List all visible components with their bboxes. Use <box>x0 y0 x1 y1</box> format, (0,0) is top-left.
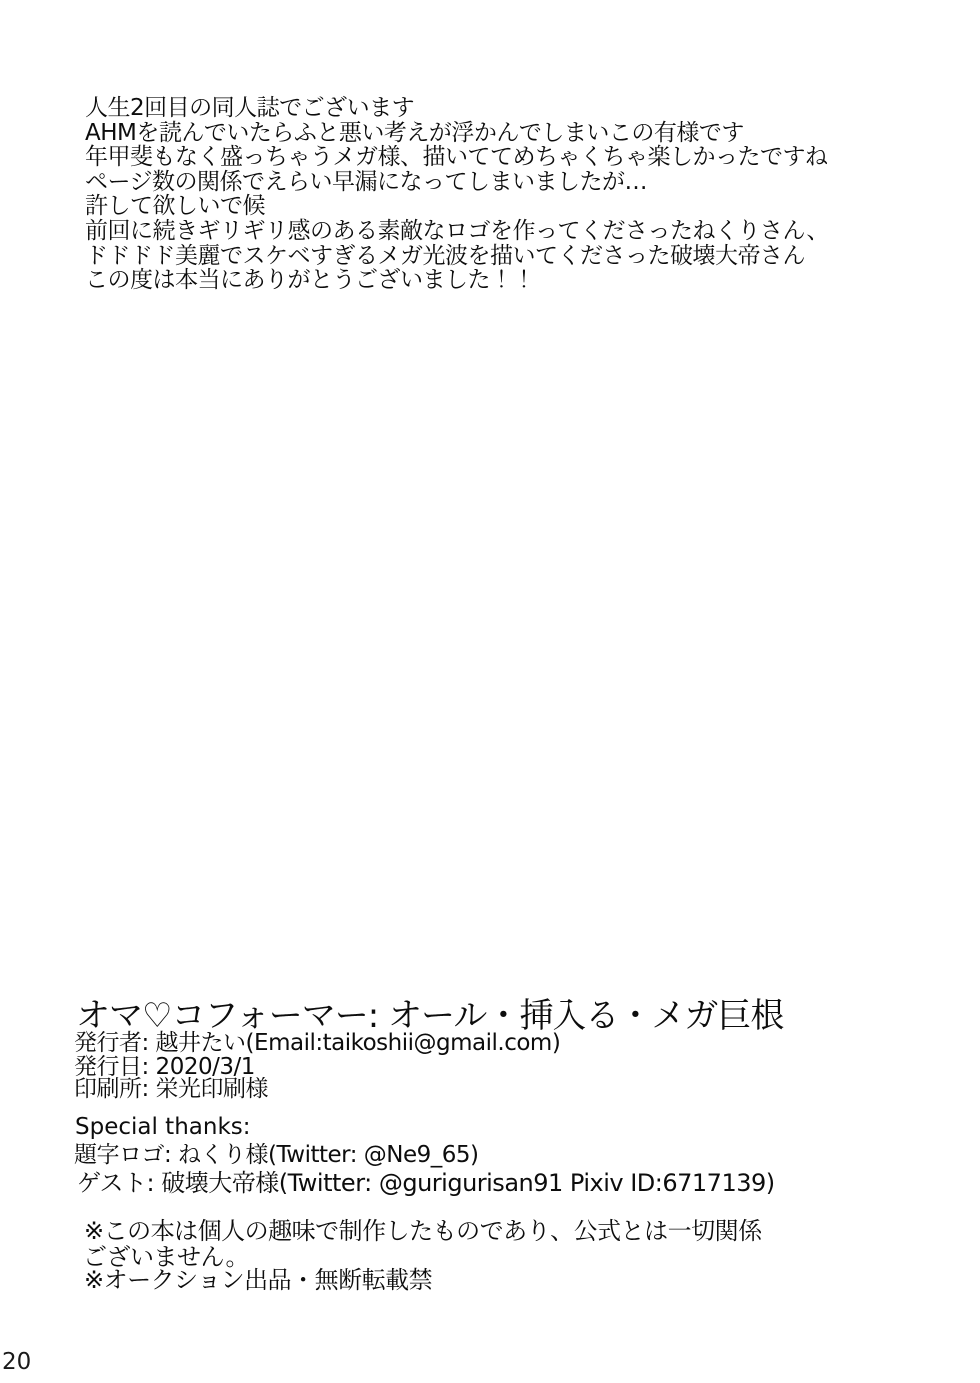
afterword-line: 人生2回目の同人誌でございます <box>85 95 415 121</box>
logo-credit-line: 題字ロゴ: ねくり様(Twitter: @Ne9_65) <box>74 1142 479 1168</box>
special-thanks-heading: Special thanks: <box>75 1114 251 1140</box>
guest-credit-line: ゲスト: 破壊大帝様(Twitter: @gurigurisan91 Pixiv ID:6717139) <box>77 1169 775 1197</box>
publish-date-line: 発行日: 2020/3/1 <box>74 1054 255 1080</box>
afterword-line: 許して欲しいで候 <box>85 193 265 220</box>
printer-line: 印刷所: 栄光印刷様 <box>74 1076 269 1102</box>
afterword-line: ドドドド美麗でスケベすぎるメガ光波を描いてくださった破壊大帝さん <box>85 242 805 269</box>
afterword-line: この度は本当にありがとうございました！！ <box>85 267 535 294</box>
publisher-line: 発行者: 越井たい(Email:taikoshii@gmail.com) <box>74 1030 561 1056</box>
disclaimer-line: ※この本は個人の趣味で制作したものであり、公式とは一切関係 <box>84 1217 762 1245</box>
page-number: 20 <box>2 1349 32 1375</box>
afterword-line: 前回に続きギリギリ感のある素敵なロゴを作ってくださったねくりさん、 <box>85 217 829 244</box>
afterword-line: ページ数の関係でえらい早漏になってしまいましたが… <box>85 168 648 195</box>
afterword-text-block <box>85 96 829 293</box>
disclaimer-line: ※オークション出品・無断転載禁 <box>84 1266 433 1294</box>
book-title: オマ♡コフォーマー: オール・挿入る・メガ巨根 <box>76 996 784 1036</box>
disclaimer-line: ございません。 <box>83 1243 249 1271</box>
afterword-line: 年甲斐もなく盛っちゃうメガ様、描いててめちゃくちゃ楽しかったですね <box>85 144 828 171</box>
afterword-line: AHMを読んでいたらふと悪い考えが浮かんでしまいこの有様です <box>85 119 744 146</box>
